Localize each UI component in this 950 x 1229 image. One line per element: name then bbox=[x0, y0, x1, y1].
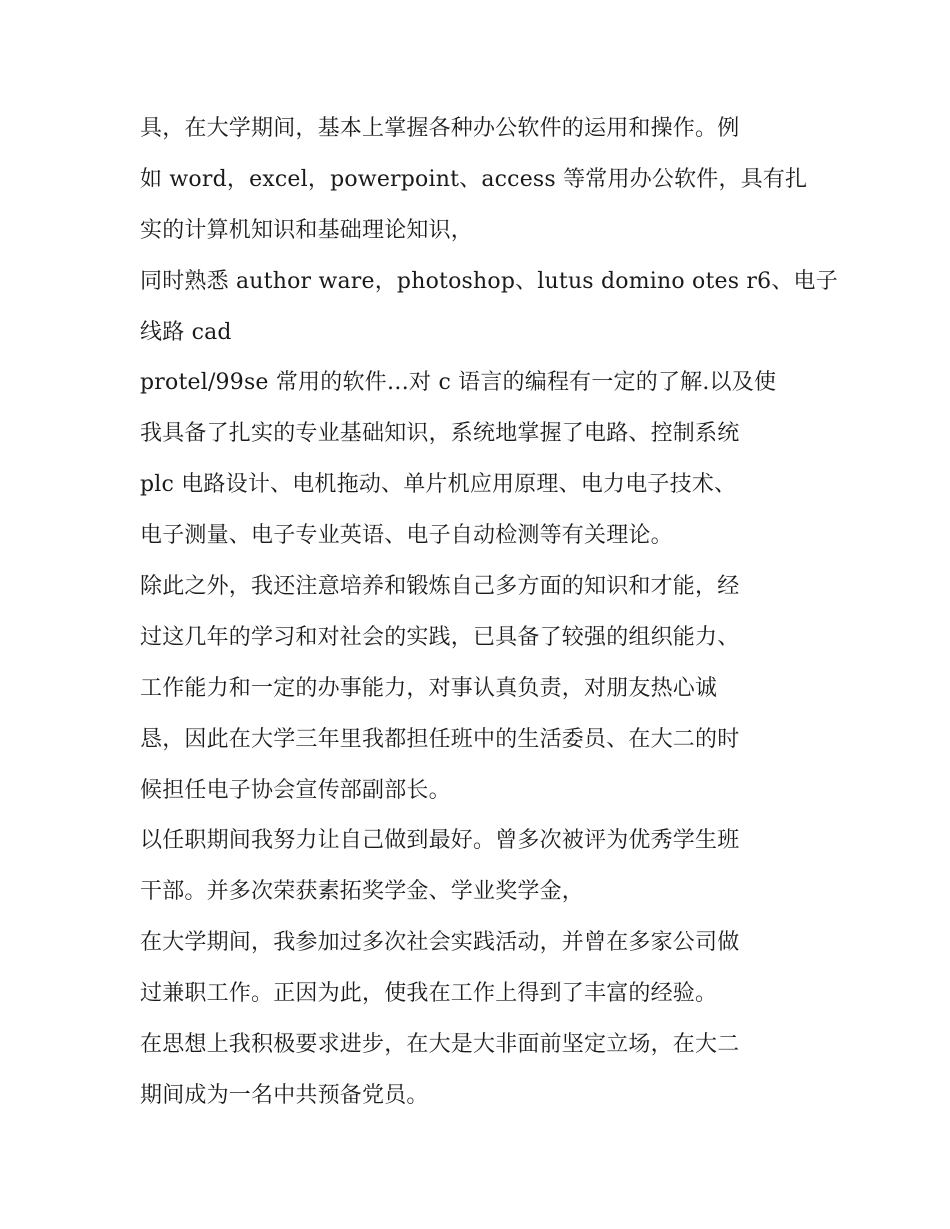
text-line: 电子测量、电子专业英语、电子自动检测等有关理论。 bbox=[140, 523, 673, 549]
text-line: protel/99se 常用的软件…对 c 语言的编程有一定的了解.以及使 bbox=[140, 370, 777, 396]
text-line: 我具备了扎实的专业基础知识，系统地掌握了电路、控制系统 bbox=[140, 421, 740, 447]
text-line: 在大学期间，我参加过多次社会实践活动，并曾在多家公司做 bbox=[140, 930, 740, 956]
text-line: 期间成为一名中共预备党员。 bbox=[140, 1082, 429, 1108]
text-line: 具，在大学期间，基本上掌握各种办公软件的运用和操作。例 bbox=[140, 116, 740, 141]
text-line: 线路 cad bbox=[140, 319, 232, 345]
text-line: 除此之外，我还注意培养和锻炼自己多方面的知识和才能，经 bbox=[140, 574, 740, 600]
text-line: 过这几年的学习和对社会的实践，已具备了较强的组织能力、 bbox=[140, 624, 740, 650]
text-line: 过兼职工作。正因为此，使我在工作上得到了丰富的经验。 bbox=[140, 981, 718, 1007]
body-text bbox=[140, 104, 838, 1122]
text-line: 如 word，excel，powerpoint、access 等常用办公软件，具有扎 bbox=[140, 166, 808, 192]
text-line: 候担任电子协会宣传部副部长。 bbox=[140, 777, 451, 803]
text-line: 同时熟悉 author ware，photoshop、lutus domino otes r6、电子 bbox=[140, 268, 838, 294]
text-line: 恳，因此在大学三年里我都担任班中的生活委员、在大二的时 bbox=[140, 726, 740, 752]
text-line: 在思想上我积极要求进步，在大是大非面前坚定立场，在大二 bbox=[140, 1032, 740, 1058]
text-line: 实的计算机知识和基础理论知识， bbox=[140, 217, 474, 243]
text-line: 工作能力和一定的办事能力，对事认真负责，对朋友热心诚 bbox=[140, 675, 718, 701]
text-line: 干部。并多次荣获素拓奖学金、学业奖学金， bbox=[140, 879, 585, 905]
text-line: plc 电路设计、电机拖动、单片机应用原理、电力电子技术、 bbox=[140, 472, 737, 498]
text-line: 以任职期间我努力让自己做到最好。曾多次被评为优秀学生班 bbox=[140, 828, 740, 854]
